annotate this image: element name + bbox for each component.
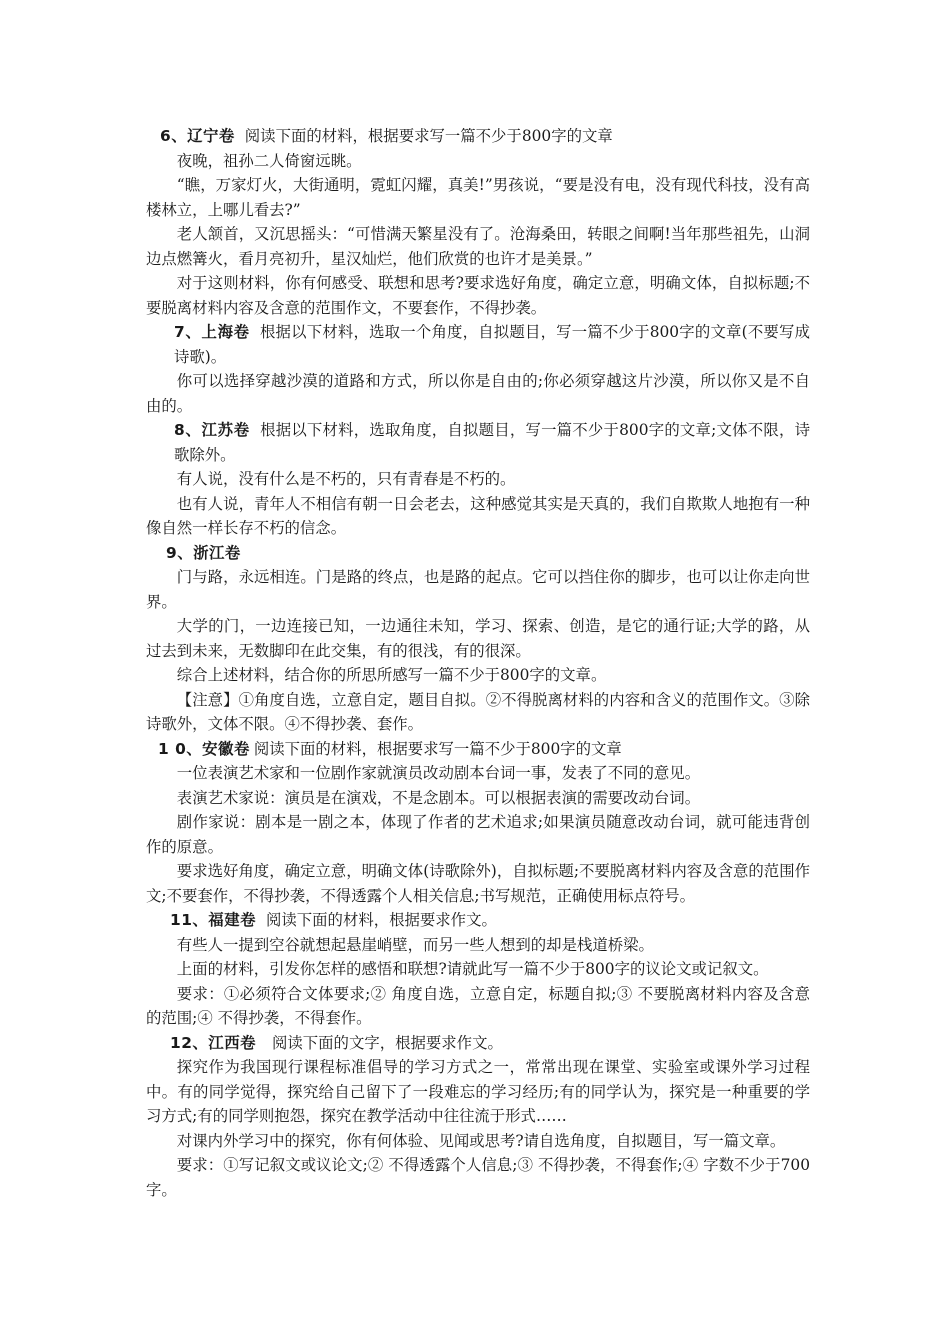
section-heading-zhejiang [146, 541, 810, 566]
paragraph: 【注意】①角度自选，立意自定，题目自拟。②不得脱离材料的内容和含义的范围作文。③除诗歌外，文体不限。④不得抄袭、套作。 [146, 690, 810, 733]
paragraph: 你可以选择穿越沙漠的道路和方式，所以你是自由的;你必须穿越这片沙漠，所以你又是不自由的。 [146, 372, 810, 415]
section-label: 7、上海卷 [174, 323, 250, 341]
paragraph: 上面的材料，引发你怎样的感悟和联想?请就此写一篇不少于800字的议论文或记叙文。 [176, 960, 769, 978]
section-prompt: 阅读下面的文字，根据要求作文。 [271, 1033, 503, 1052]
paragraph: 有人说，没有什么是不朽的，只有青春是不朽的。 [176, 470, 516, 488]
section-heading-fujian [146, 908, 810, 933]
section-prompt: 阅读下面的材料，根据要求写一篇不少于800字的文章 [253, 739, 622, 758]
section-label: 9、浙江卷 [166, 543, 241, 562]
section-prompt: 根据以下材料，选取角度，自拟题目，写一篇不少于800字的文章;文体不限，诗歌除外。 [174, 421, 810, 464]
section-heading-jiangxi [146, 1031, 810, 1056]
paragraph: 有些人一提到空谷就想起悬崖峭壁，而另一些人想到的却是栈道桥梁。 [176, 935, 654, 954]
section-heading-shanghai [146, 320, 810, 369]
paragraph: 要求选好角度，确定立意，明确文体(诗歌除外)，自拟标题;不要脱离材料内容及含意的范围作文;不要套作，不得抄袭，不得透露个人相关信息;书写规范，正确使用标点符号。 [146, 862, 810, 905]
paragraph: 对于这则材料，你有何感受、联想和思考?要求选好角度，确定立意，明确文体，自拟标题;不要脱离材料内容及含意的范围作文，不要套作，不得抄袭。 [146, 274, 810, 317]
section-label: 6、辽宁卷 [160, 127, 235, 145]
section-label: 12、江西卷 [170, 1033, 256, 1052]
section-label: 11、福建卷 [170, 911, 256, 929]
paragraph: 探究作为我国现行课程标准倡导的学习方式之一，常常出现在课堂、实验室或课外学习过程中。有的同学觉得，探究给自己留下了一段难忘的学习经历;有的同学认为，探究是一种重要的学习方式;有的同学则抱怨，探究在教学活动中往往流于形式…… [146, 1058, 810, 1125]
section-prompt: 阅读下面的材料，根据要求写一篇不少于800字的文章 [244, 127, 613, 145]
document-body [146, 124, 810, 1202]
section-prompt: 根据以下材料，选取一个角度，自拟题目，写一篇不少于800字的文章(不要写成诗歌)。 [174, 323, 810, 366]
section-label: 1 0、安徽卷 [158, 739, 250, 758]
paragraph: 老人颔首，又沉思摇头：“可惜满天繁星没有了。沧海桑田，转眼之间啊!当年那些祖先，山洞边点燃篝火，看月亮初升，星汉灿烂，他们欣赏的也许才是美景。” [146, 225, 810, 268]
paragraph: 表演艺术家说：演员是在演戏，不是念剧本。可以根据表演的需要改动台词。 [176, 788, 701, 807]
paragraph: 要求：①必须符合文体要求;② 角度自选，立意自定，标题自拟;③ 不要脱离材料内容及含意的范围;④ 不得抄袭，不得套作。 [146, 984, 810, 1027]
paragraph: 综合上述材料，结合你的所思所感写一篇不少于800字的文章。 [176, 666, 607, 684]
paragraph: 夜晚，祖孙二人倚窗远眺。 [176, 151, 362, 170]
paragraph: “瞧，万家灯火，大街通明，霓虹闪耀，真美!”男孩说，“要是没有电，没有现代科技，没有高楼林立，上哪儿看去?” [146, 176, 810, 219]
paragraph: 要求：①写记叙文或议论文;② 不得透露个人信息;③ 不得抄袭，不得套作;④ 字数不少于700字。 [146, 1156, 810, 1199]
paragraph: 对课内外学习中的探究，你有何体验、见闻或思考?请自选角度，自拟题目，写一篇文章。 [176, 1131, 786, 1150]
paragraph: 一位表演艺术家和一位剧作家就演员改动剧本台词一事，发表了不同的意见。 [176, 764, 701, 782]
paragraph: 也有人说，青年人不相信有朝一日会老去，这种感觉其实是天真的，我们自欺欺人地抱有一种像自然一样长存不朽的信念。 [146, 494, 810, 537]
section-prompt: 阅读下面的材料，根据要求作文。 [265, 911, 497, 929]
paragraph: 剧作家说：剧本是一剧之本，体现了作者的艺术追求;如果演员随意改动台词，就可能违背创作的原意。 [146, 813, 810, 856]
section-heading-jiangsu [146, 418, 810, 467]
paragraph: 门与路，永远相连。门是路的终点，也是路的起点。它可以挡住你的脚步，也可以让你走向世界。 [146, 568, 810, 611]
section-label: 8、江苏卷 [174, 421, 250, 439]
section-heading-liaoning [146, 124, 810, 149]
section-heading-anhui [146, 737, 810, 762]
paragraph: 大学的门，一边连接已知，一边通往未知，学习、探索、创造，是它的通行证;大学的路，从过去到未来，无数脚印在此交集，有的很浅，有的很深。 [146, 617, 810, 660]
